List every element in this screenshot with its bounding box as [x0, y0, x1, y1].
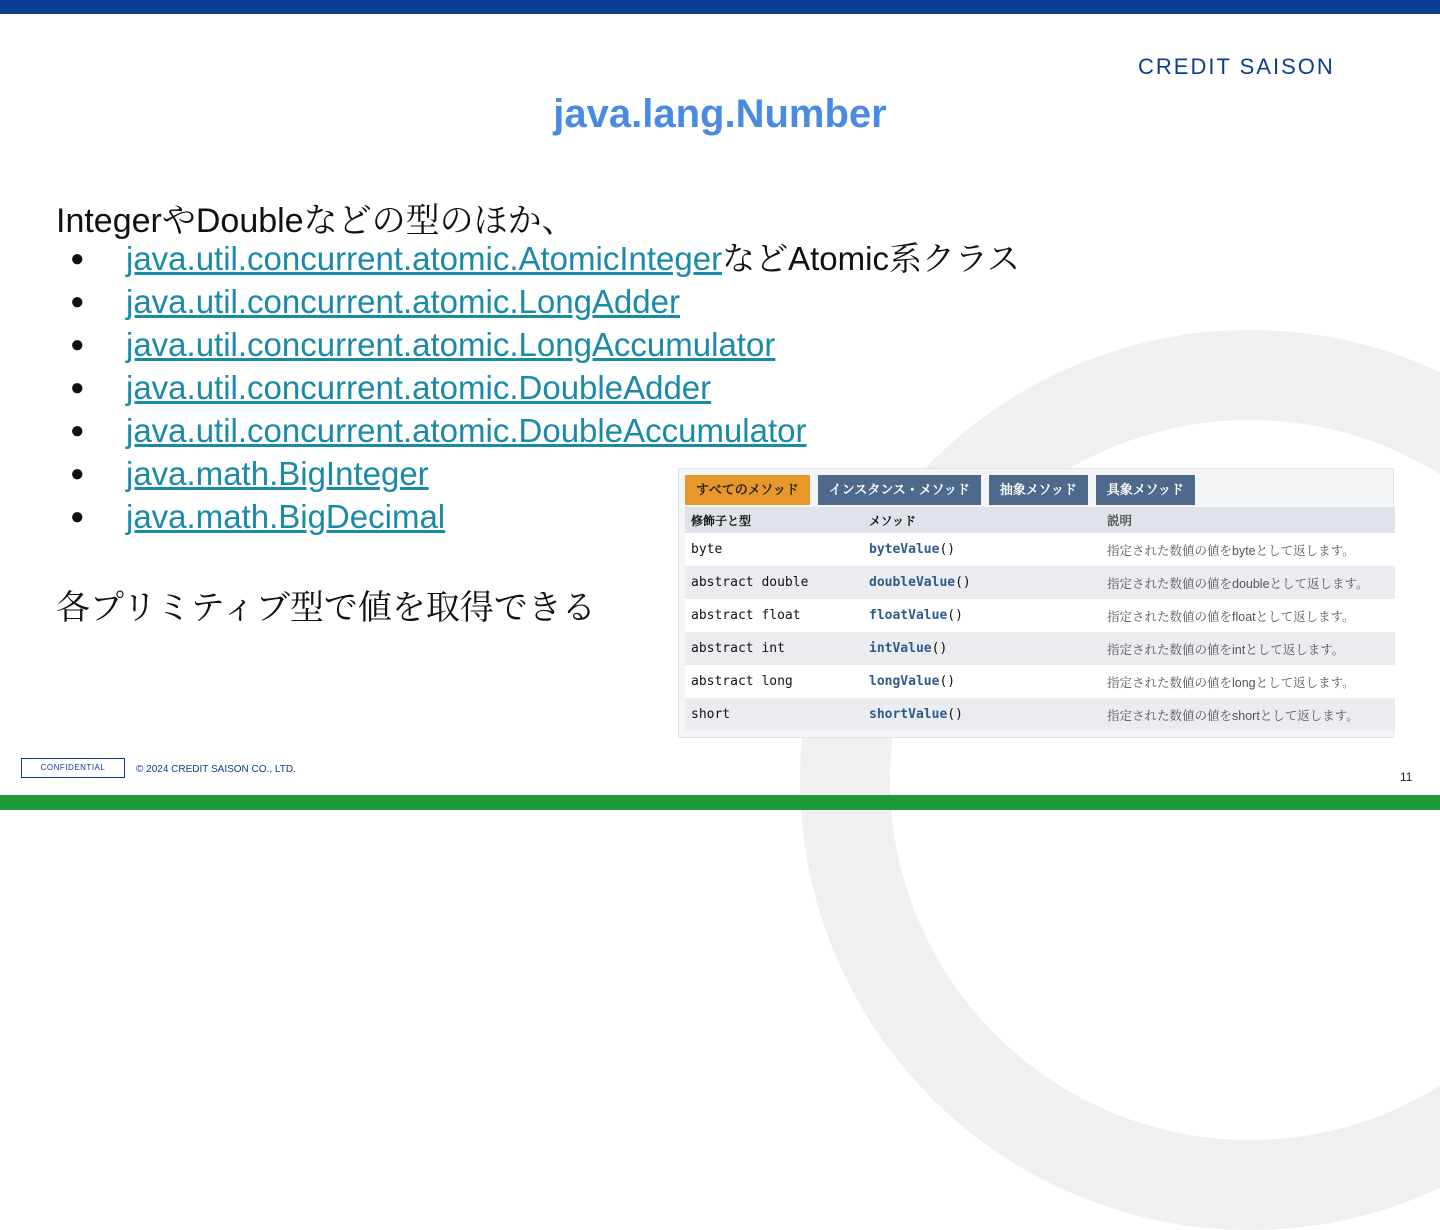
- method-link[interactable]: longValue: [869, 674, 940, 689]
- cell-description: 指定された数値の値をfloatとして返します。: [1107, 609, 1355, 624]
- method-params: (): [947, 707, 963, 722]
- header-description: 説明: [1107, 514, 1133, 528]
- cell-method: [869, 641, 1107, 656]
- method-tabs: [685, 475, 1195, 505]
- bullet-dot-icon: ●: [70, 245, 85, 272]
- bullet-dot-icon: ●: [70, 460, 85, 487]
- cell-type: abstract float: [691, 608, 801, 623]
- cell-method: [869, 707, 1107, 722]
- header-modifier-type: 修飾子と型: [691, 513, 752, 528]
- tab-all-methods[interactable]: すべてのメソッド: [685, 475, 810, 505]
- method-link[interactable]: shortValue: [869, 707, 948, 722]
- class-link[interactable]: java.util.concurrent.atomic.DoubleAccumulator: [126, 412, 807, 449]
- method-link[interactable]: byteValue: [869, 542, 940, 557]
- bullet-item: [70, 280, 1020, 323]
- bullet-item: [70, 409, 1020, 452]
- page-number: 11: [1400, 770, 1413, 784]
- cell-description: 指定された数値の値をdoubleとして返します。: [1107, 576, 1369, 591]
- bullet-dot-icon: ●: [70, 374, 85, 401]
- class-link[interactable]: java.util.concurrent.atomic.LongAccumulator: [126, 326, 776, 363]
- cell-type: abstract long: [691, 674, 793, 689]
- class-link[interactable]: java.util.concurrent.atomic.DoubleAdder: [126, 369, 712, 406]
- bullet-dot-icon: ●: [70, 417, 85, 444]
- method-link[interactable]: intValue: [869, 641, 932, 656]
- slide-title: java.lang.Number: [553, 92, 887, 136]
- tab-abstract-methods[interactable]: 抽象メソッド: [989, 475, 1088, 505]
- bullet-item: [70, 366, 1020, 409]
- tab-instance-methods[interactable]: インスタンス・メソッド: [818, 475, 981, 505]
- class-link[interactable]: java.math.BigInteger: [126, 455, 429, 492]
- credit-saison-logo: CREDIT SAISON: [1138, 54, 1335, 79]
- bullet-suffix: などAtomic系クラス: [722, 240, 1020, 277]
- cell-method: [869, 674, 1107, 689]
- table-row: [685, 632, 1395, 665]
- intro-text: IntegerやDoubleなどの型のほか、: [56, 202, 576, 240]
- tab-concrete-methods[interactable]: 具象メソッド: [1096, 475, 1195, 505]
- cell-method: [869, 542, 1107, 557]
- bullet-item: [70, 323, 1020, 366]
- method-link[interactable]: doubleValue: [869, 575, 956, 590]
- class-link[interactable]: java.util.concurrent.atomic.AtomicInteger: [126, 240, 723, 277]
- cell-description: 指定された数値の値をintとして返します。: [1107, 642, 1345, 657]
- bottom-brand-bar: [0, 795, 1440, 810]
- cell-type: short: [691, 707, 731, 722]
- method-summary-table: [678, 468, 1394, 738]
- method-params: (): [931, 641, 948, 656]
- method-grid: [685, 507, 1395, 731]
- cell-description: 指定された数値の値をbyteとして返します。: [1107, 543, 1355, 558]
- method-link[interactable]: floatValue: [869, 608, 948, 623]
- table-row: [685, 665, 1395, 698]
- bullet-dot-icon: ●: [70, 288, 85, 315]
- copyright-text: © 2024 CREDIT SAISON CO., LTD.: [136, 764, 296, 775]
- cell-type: byte: [691, 542, 723, 557]
- table-row: [685, 533, 1395, 566]
- method-params: (): [955, 575, 971, 590]
- cell-type: abstract int: [691, 641, 785, 656]
- cell-method: [869, 575, 1107, 590]
- top-brand-bar: [0, 0, 1440, 14]
- bullet-item: [70, 237, 1020, 280]
- class-link[interactable]: java.math.BigDecimal: [126, 498, 446, 535]
- class-link[interactable]: java.util.concurrent.atomic.LongAdder: [126, 283, 680, 320]
- cell-description: 指定された数値の値をlongとして返します。: [1107, 675, 1355, 690]
- table-header-row: [685, 507, 1395, 533]
- method-params: (): [947, 608, 963, 623]
- outro-text: 各プリミティブ型で値を取得できる: [56, 589, 596, 627]
- table-row: [685, 599, 1395, 632]
- method-params: (): [939, 674, 956, 689]
- cell-type: abstract double: [691, 575, 809, 590]
- method-params: (): [939, 542, 956, 557]
- cell-description: 指定された数値の値をshortとして返します。: [1107, 708, 1359, 723]
- table-row: [685, 698, 1395, 731]
- table-row: [685, 566, 1395, 599]
- cell-method: [869, 608, 1107, 623]
- bullet-dot-icon: ●: [70, 503, 85, 530]
- confidential-badge: CONFIDENTIAL: [21, 758, 125, 778]
- bullet-dot-icon: ●: [70, 331, 85, 358]
- header-method: メソッド: [869, 513, 917, 528]
